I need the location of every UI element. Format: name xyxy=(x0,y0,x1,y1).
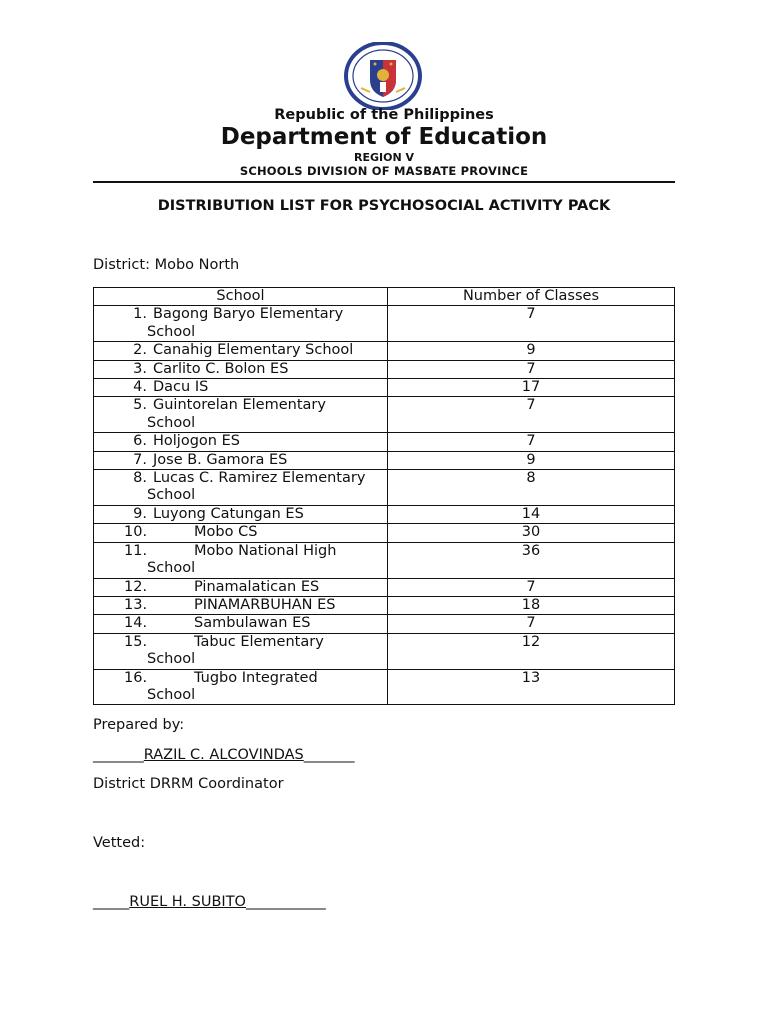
school-name: Tabuc Elementary xyxy=(194,633,324,650)
prepared-by-label: Prepared by: xyxy=(93,717,185,733)
class-count: 12 xyxy=(388,633,675,669)
school-name: Bagong Baryo Elementary xyxy=(153,306,344,323)
deped-seal-logo xyxy=(339,42,427,110)
school-cell xyxy=(94,397,388,433)
school-name-continuation: School xyxy=(147,686,196,703)
republic-heading: Republic of the Philippines xyxy=(274,107,494,123)
school-cell xyxy=(94,578,388,596)
school-name: Guintorelan Elementary xyxy=(153,397,326,414)
school-name: Mobo CS xyxy=(194,524,258,541)
class-count: 36 xyxy=(388,542,675,578)
class-count: 7 xyxy=(388,397,675,433)
school-cell xyxy=(94,306,388,342)
table-row xyxy=(94,669,675,705)
class-count: 30 xyxy=(388,524,675,542)
table-row xyxy=(94,433,675,451)
table-row xyxy=(94,615,675,633)
school-cell xyxy=(94,379,388,397)
school-cell xyxy=(94,505,388,523)
table-row xyxy=(94,505,675,523)
document-title: DISTRIBUTION LIST FOR PSYCHOSOCIAL ACTIVITY PACK xyxy=(157,198,611,214)
table-row xyxy=(94,596,675,614)
school-cell xyxy=(94,633,388,669)
preparer-name: RAZIL C. ALCOVINDAS xyxy=(143,747,304,763)
table-row xyxy=(94,542,675,578)
school-cell xyxy=(94,596,388,614)
table-row xyxy=(94,633,675,669)
row-number: 11. xyxy=(124,542,148,559)
school-name: Jose B. Gamora ES xyxy=(153,451,288,468)
row-number: 6. xyxy=(133,433,147,450)
row-number: 9. xyxy=(133,505,147,522)
class-count: 14 xyxy=(388,505,675,523)
table-row xyxy=(94,360,675,378)
row-number: 16. xyxy=(124,669,148,686)
school-name: Carlito C. Bolon ES xyxy=(153,360,289,377)
class-count: 13 xyxy=(388,669,675,705)
school-cell xyxy=(94,542,388,578)
school-name: Canahig Elementary School xyxy=(153,342,354,359)
vetter-signature-line: _____RUEL H. SUBITO___________ xyxy=(93,894,326,910)
class-count: 9 xyxy=(388,342,675,360)
school-cell xyxy=(94,615,388,633)
school-name: Dacu IS xyxy=(153,379,209,396)
school-name: Pinamalatican ES xyxy=(194,578,320,595)
school-name: Tugbo Integrated xyxy=(194,669,318,686)
school-cell xyxy=(94,342,388,360)
vetted-label: Vetted: xyxy=(93,835,146,851)
row-number: 14. xyxy=(124,615,148,632)
table-row xyxy=(94,379,675,397)
class-count: 7 xyxy=(388,360,675,378)
school-name-continuation: School xyxy=(147,323,196,340)
school-cell xyxy=(94,451,388,469)
vetter-name: RUEL H. SUBITO xyxy=(129,894,246,910)
class-count: 9 xyxy=(388,451,675,469)
school-name-continuation: School xyxy=(147,560,196,577)
row-number: 2. xyxy=(133,342,147,359)
row-number: 8. xyxy=(133,470,147,487)
row-number: 3. xyxy=(133,360,147,377)
preparer-title: District DRRM Coordinator xyxy=(93,776,284,792)
table-row xyxy=(94,306,675,342)
school-name: Mobo National High xyxy=(194,542,337,559)
preparer-signature-line: _______RAZIL C. ALCOVINDAS_______ xyxy=(93,747,355,763)
school-name: Lucas C. Ramirez Elementary xyxy=(153,470,366,487)
table-row xyxy=(94,470,675,506)
row-number: 13. xyxy=(124,596,148,613)
school-cell xyxy=(94,524,388,542)
class-count: 18 xyxy=(388,596,675,614)
school-cell xyxy=(94,669,388,705)
row-number: 15. xyxy=(124,633,148,650)
table-row xyxy=(94,524,675,542)
class-count: 17 xyxy=(388,379,675,397)
district-label: District: Mobo North xyxy=(93,257,240,273)
division-label: SCHOOLS DIVISION OF MASBATE PROVINCE xyxy=(239,164,529,178)
table-header-row xyxy=(94,288,675,306)
region-label: REGION V xyxy=(353,151,414,164)
school-cell xyxy=(94,470,388,506)
department-heading: Department of Education xyxy=(220,124,548,150)
class-count: 7 xyxy=(388,615,675,633)
school-cell xyxy=(94,433,388,451)
column-header-school: School xyxy=(94,288,388,306)
column-header-classes: Number of Classes xyxy=(388,288,675,306)
school-name: Luyong Catungan ES xyxy=(153,505,304,522)
row-number: 10. xyxy=(124,524,148,541)
school-name-continuation: School xyxy=(147,651,196,668)
school-name-continuation: School xyxy=(147,414,196,431)
class-count: 7 xyxy=(388,433,675,451)
school-name: Holjogon ES xyxy=(153,433,240,450)
table-row xyxy=(94,578,675,596)
school-name: Sambulawan ES xyxy=(194,615,311,632)
school-cell xyxy=(94,360,388,378)
header-divider xyxy=(93,181,675,183)
school-name-continuation: School xyxy=(147,487,196,504)
class-count: 7 xyxy=(388,306,675,342)
row-number: 5. xyxy=(133,397,147,414)
school-name: PINAMARBUHAN ES xyxy=(194,596,336,613)
class-count: 7 xyxy=(388,578,675,596)
row-number: 1. xyxy=(133,306,147,323)
distribution-table xyxy=(93,287,675,705)
class-count: 8 xyxy=(388,470,675,506)
row-number: 7. xyxy=(133,451,147,468)
table-row xyxy=(94,451,675,469)
table-row xyxy=(94,397,675,433)
row-number: 12. xyxy=(124,578,148,595)
row-number: 4. xyxy=(133,379,147,396)
table-row xyxy=(94,342,675,360)
